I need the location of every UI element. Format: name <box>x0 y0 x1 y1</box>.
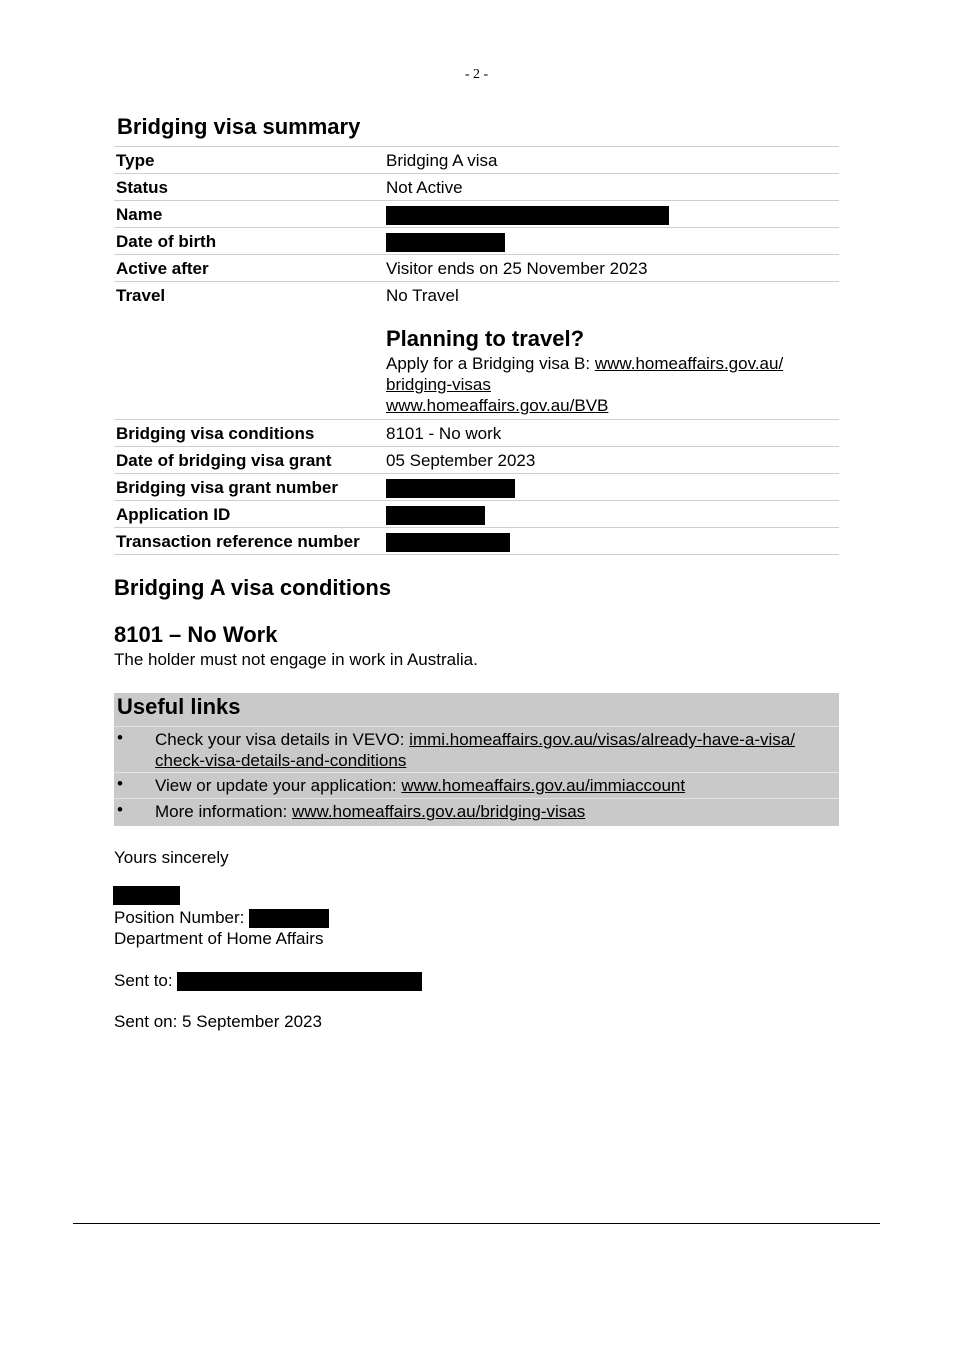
active-after-value: Visitor ends on 25 November 2023 <box>384 255 839 282</box>
status-value: Not Active <box>384 174 839 201</box>
planning-line <box>386 353 837 374</box>
sent-to-label: Sent to: <box>114 971 173 990</box>
travel-label: Travel <box>114 282 384 420</box>
active-after-label: Active after <box>114 255 384 282</box>
vevo-link-part-b[interactable]: check-visa-details-and-conditions <box>155 751 407 770</box>
list-item-text <box>155 729 795 771</box>
bullet-icon: • <box>117 774 123 793</box>
grant-date-value: 05 September 2023 <box>384 447 839 474</box>
transaction-ref-label: Transaction reference number <box>114 528 384 555</box>
bridging-visas-link[interactable]: www.homeaffairs.gov.au/bridging-visas <box>292 802 586 821</box>
more-info-text: More information: <box>155 802 292 821</box>
grant-number-label: Bridging visa grant number <box>114 474 384 501</box>
table-row <box>114 501 839 528</box>
list-item <box>114 726 839 773</box>
travel-value: No Travel <box>386 286 459 305</box>
type-label: Type <box>114 147 384 174</box>
table-row <box>114 282 839 420</box>
bvb-short-link[interactable]: www.homeaffairs.gov.au/BVB <box>386 396 609 415</box>
planning-text: Apply for a Bridging visa B: <box>386 354 595 373</box>
status-label: Status <box>114 174 384 201</box>
sent-to-line <box>114 971 422 991</box>
vevo-link-part-a[interactable]: immi.homeaffairs.gov.au/visas/already-have-a-visa/ <box>409 730 795 749</box>
page-number: - 2 - <box>464 67 489 82</box>
footer-divider <box>73 1223 880 1224</box>
transaction-ref-value <box>384 528 839 555</box>
list-item <box>114 798 839 826</box>
table-row <box>114 447 839 474</box>
summary-title: Bridging visa summary <box>117 114 361 139</box>
redaction-block <box>386 206 669 225</box>
closing-yours: Yours sincerely <box>114 848 229 867</box>
travel-cell <box>384 282 839 420</box>
name-label: Name <box>114 201 384 228</box>
summary-table <box>114 146 839 555</box>
redaction-block <box>386 479 515 498</box>
table-row <box>114 174 839 201</box>
redaction-block <box>249 909 329 928</box>
bullet-icon: • <box>117 800 123 819</box>
planning-line <box>386 395 837 416</box>
useful-links-title: Useful links <box>117 694 241 719</box>
redaction-block <box>386 533 510 552</box>
position-line <box>114 908 329 928</box>
list-item <box>114 772 839 799</box>
bullet-icon: • <box>117 728 123 747</box>
table-row <box>114 420 839 447</box>
table-row <box>114 474 839 501</box>
vevo-text: Check your visa details in VEVO: <box>155 730 410 749</box>
immiaccount-link[interactable]: www.homeaffairs.gov.au/immiaccount <box>401 776 686 795</box>
type-value: Bridging A visa <box>384 147 839 174</box>
grant-number-value <box>384 474 839 501</box>
dob-value <box>384 228 839 255</box>
bvb-link-part-a[interactable]: www.homeaffairs.gov.au/ <box>594 354 784 373</box>
redaction-block <box>386 233 505 252</box>
condition-text: The holder must not engage in work in Australia. <box>114 650 478 669</box>
sent-on: Sent on: 5 September 2023 <box>114 1012 322 1031</box>
department: Department of Home Affairs <box>114 929 324 948</box>
table-row <box>114 228 839 255</box>
dob-label: Date of birth <box>114 228 384 255</box>
signature-redaction <box>113 886 180 905</box>
table-row <box>114 147 839 174</box>
condition-code-title: 8101 – No Work <box>114 622 278 647</box>
immiaccount-text: View or update your application: <box>155 776 402 795</box>
redaction-block <box>386 506 485 525</box>
name-value <box>384 201 839 228</box>
list-item-text <box>155 801 585 822</box>
table-row <box>114 255 839 282</box>
planning-line <box>386 374 837 395</box>
list-item-text <box>155 775 685 796</box>
conditions-label: Bridging visa conditions <box>114 420 384 447</box>
bvb-link-part-b[interactable]: bridging-visas <box>386 375 491 394</box>
position-label: Position Number: <box>114 908 245 927</box>
table-row <box>114 201 839 228</box>
application-id-label: Application ID <box>114 501 384 528</box>
redaction-block <box>177 972 422 991</box>
application-id-value <box>384 501 839 528</box>
planning-title: Planning to travel? <box>386 326 585 351</box>
table-row <box>114 528 839 555</box>
conditions-value: 8101 - No work <box>384 420 839 447</box>
conditions-heading: Bridging A visa conditions <box>114 575 392 600</box>
useful-links-box <box>114 693 839 826</box>
grant-date-label: Date of bridging visa grant <box>114 447 384 474</box>
